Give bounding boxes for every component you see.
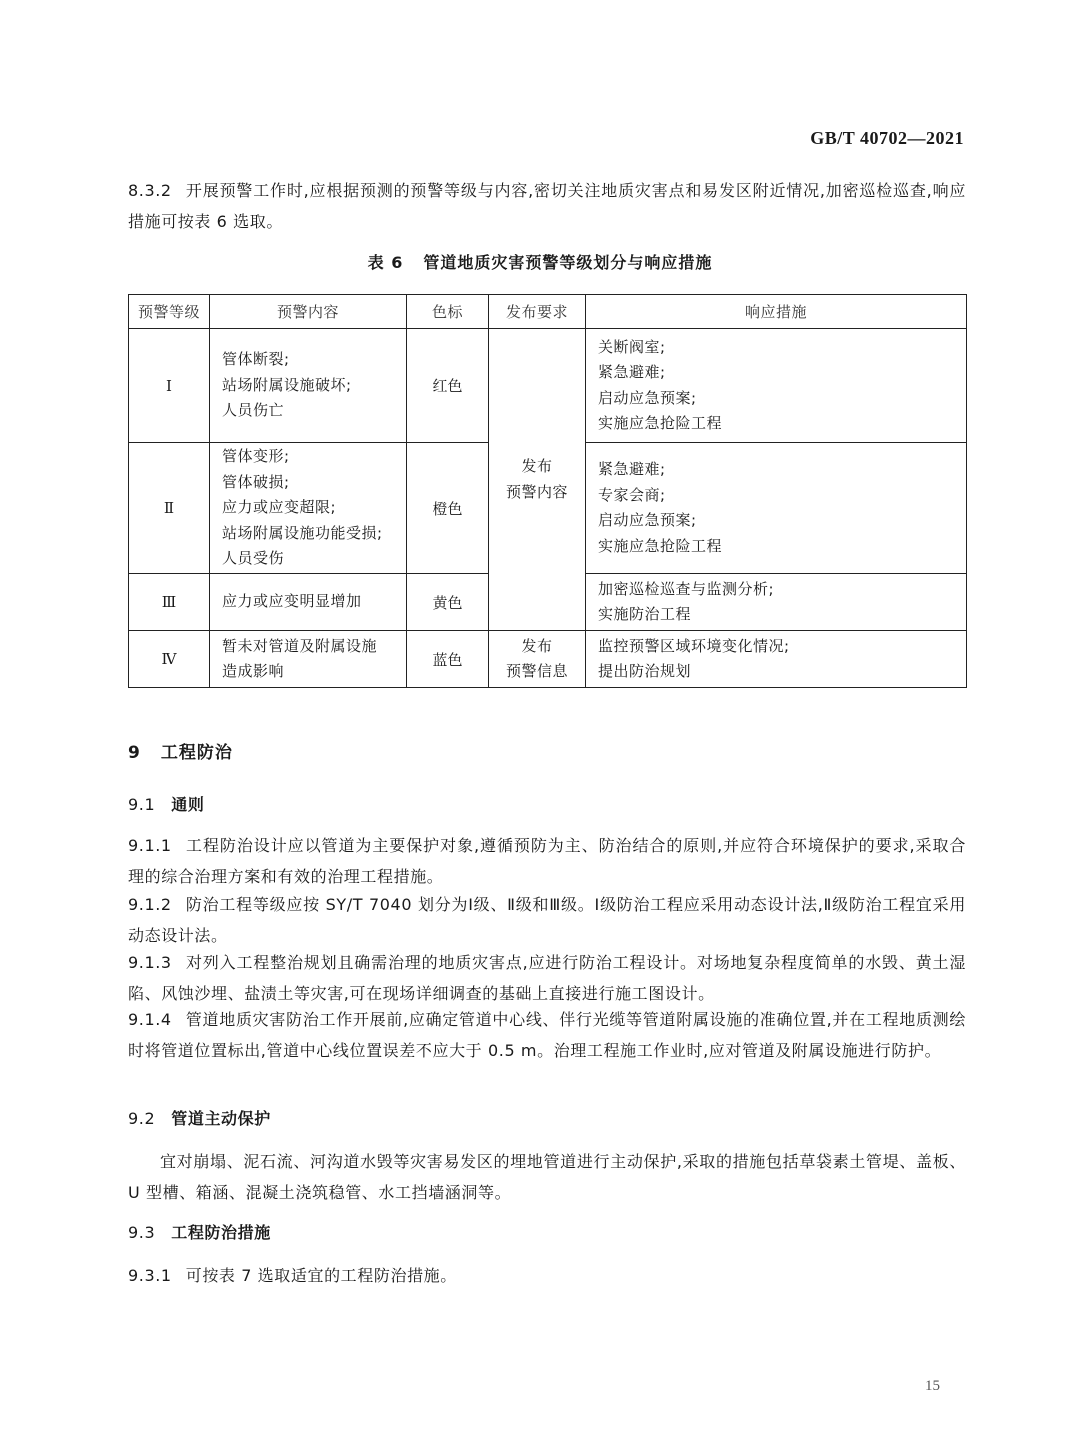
color-cell: 黄色 [407,574,489,631]
header-content: 预警内容 [210,295,407,329]
header-response: 响应措施 [586,295,967,329]
response-line: 启动应急预案; [598,511,697,529]
content-line: 站场附属设施功能受损; [222,523,383,542]
response-line: 专家会商; [598,485,666,504]
page-number: 15 [925,1378,940,1394]
level-cell: Ⅲ [129,574,210,631]
release-line: 发布 [521,457,553,475]
header-level: 预警等级 [129,295,210,329]
clause-text: 对列入工程整治规划且确需治理的地质灾害点,应进行防治工程设计。对场地复杂程度简单的水毁、黄土湿陷、风蚀沙埋、盐渍土等灾害,可在现场详细调查的基础上直接进行施工图设计。 [128,953,966,1003]
response-line: 加密巡检巡查与监测分析; [598,579,775,598]
clause-9-1-4 [128,1004,966,1066]
clause-8-3-2 [128,175,966,237]
clause-number: 8.3.2 [128,181,172,200]
section-9-2-heading [128,1106,271,1129]
content-line: 管体破损; [222,472,290,491]
clause-number: 9.1.1 [128,836,172,855]
clause-text: 管道地质灾害防治工作开展前,应确定管道中心线、伴行光缆等管道附属设施的准确位置,并在工程地质测绘时将管道位置标出,管道中心线位置误差不应大于 0.5 m。治理工程施工作业时,应对管道及附属设施进行防护。 [128,1010,966,1060]
level-cell: Ⅱ [129,443,210,574]
response-cell [586,329,967,443]
response-line: 实施应急抢险工程 [598,414,723,432]
clause-text: 可按表 7 选取适宜的工程防治措施。 [185,1266,457,1285]
section-9-1-heading [128,792,204,815]
content-cell [210,631,407,688]
table-row [129,329,967,443]
section-title: 管道主动保护 [171,1109,271,1128]
response-line: 紧急避难; [598,460,666,478]
content-line: 站场附属设施破坏; [222,375,352,394]
response-line: 紧急避难; [598,363,666,381]
release-line: 发布 [521,636,553,655]
response-line: 实施防治工程 [598,605,692,623]
section-title: 工程防治 [160,743,233,763]
content-line: 应力或应变超限; [222,498,337,517]
content-cell [210,574,407,631]
table-row [129,631,967,688]
section-number: 9 [128,743,141,763]
response-cell [586,631,967,688]
release-cell [489,329,586,631]
response-line: 启动应急预案; [598,388,697,407]
response-line: 提出防治规划 [598,662,692,680]
table-number: 表 6 [367,253,404,272]
clause-9-3-1 [128,1260,966,1291]
response-line: 实施应急抢险工程 [598,536,723,555]
response-cell [586,443,967,574]
table-header-row [129,295,967,329]
release-cell [489,631,586,688]
content-line: 人员伤亡 [222,401,285,420]
release-line: 预警信息 [505,662,568,680]
clause-9-2-text: 宜对崩塌、泥石流、河沟道水毁等灾害易发区的埋地管道进行主动保护,采取的措施包括草袋素土管堤、盖板、U 型槽、箱涵、混凝土浇筑稳管、水工挡墙涵洞等。 [128,1152,966,1202]
level-cell: Ⅳ [129,631,210,688]
section-9-heading [128,738,233,763]
content-line: 造成影响 [222,662,285,680]
clause-text: 防治工程等级应按 SY/T 7040 划分为Ⅰ级、Ⅱ级和Ⅲ级。Ⅰ级防治工程应采用动态设计法,Ⅱ级防治工程宜采用动态设计法。 [128,895,966,945]
response-line: 关断阀室; [598,337,666,356]
content-cell [210,443,407,574]
content-cell [210,329,407,443]
color-cell: 橙色 [407,443,489,574]
section-9-3-heading [128,1220,271,1243]
section-number: 9.1 [128,795,156,814]
content-line: 应力或应变明显增加 [222,592,362,611]
table-6-caption [0,250,1080,273]
section-number: 9.2 [128,1109,156,1128]
table-title: 管道地质灾害预警等级划分与响应措施 [423,253,713,272]
clause-text: 工程防治设计应以管道为主要保护对象,遵循预防为主、防治结合的原则,并应符合环境保护的要求,采取合理的综合治理方案和有效的治理工程措施。 [128,836,966,886]
section-number: 9.3 [128,1223,156,1242]
clause-9-1-3 [128,947,966,1009]
standard-code: GB/T 40702—2021 [810,128,964,148]
clause-text: 开展预警工作时,应根据预测的预警等级与内容,密切关注地质灾害点和易发区附近情况,加密巡检巡查,响应措施可按表 6 选取。 [128,181,966,231]
header-release: 发布要求 [489,295,586,329]
clause-9-1-1 [128,830,966,892]
response-cell [586,574,967,631]
content-line: 人员受伤 [222,549,285,568]
section-title: 通则 [171,795,205,814]
response-line: 监控预警区域环境变化情况; [598,636,790,655]
release-line: 预警内容 [505,482,568,501]
level-cell: Ⅰ [129,329,210,443]
clause-number: 9.1.4 [128,1010,172,1029]
content-line: 暂未对管道及附属设施 [222,636,378,655]
clause-number: 9.1.3 [128,953,172,972]
content-line: 管体变形; [222,447,290,466]
clause-number: 9.3.1 [128,1266,172,1285]
content-line: 管体断裂; [222,350,290,369]
header-color: 色标 [407,295,489,329]
warning-level-table [128,294,967,688]
clause-9-1-2 [128,889,966,951]
section-title: 工程防治措施 [171,1223,271,1242]
color-cell: 红色 [407,329,489,443]
clause-number: 9.1.2 [128,895,172,914]
color-cell: 蓝色 [407,631,489,688]
